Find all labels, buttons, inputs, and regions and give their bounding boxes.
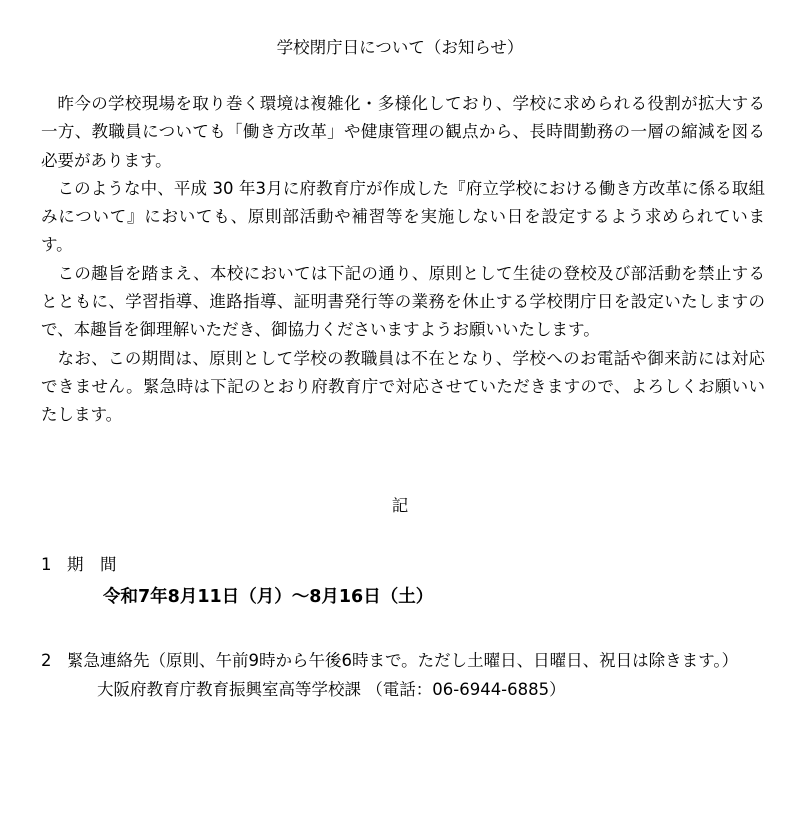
document-title: 学校閉庁日について（お知らせ）	[276, 38, 524, 57]
item-emergency-contact	[41, 649, 738, 673]
ki-heading: 記	[391, 496, 409, 515]
paragraph-4: なお、この期間は、原則として学校の教職員は不在となり、学校へのお電話や御来訪には対応できません。緊急時は下記のとおり府教育庁で対応させていただきますので、よろしくお願いいたします。	[41, 348, 765, 425]
period-dates: 令和7年8月11日（月）～8月16日（土）	[103, 587, 434, 607]
item-emergency-label: 緊急連絡先（原則、午前9時から午後6時まで。ただし土曜日、日曜日、祝日は除きます。）	[67, 651, 739, 670]
paragraph-2: このような中、平成 30 年3月に府教育庁が作成した『府立学校における働き方改革に係る取組みについて』においても、原則部活動や補習等を実施しない日を設定するよう求められています。	[41, 178, 765, 255]
item-period	[41, 553, 117, 577]
paragraph-3: この趣旨を踏まえ、本校においては下記の通り、原則として生徒の登校及び部活動を禁止するとともに、学習指導、進路指導、証明書発行等の業務を休止する学校閉庁日を設定いたしますので、本趣旨を御理解いただき、御協力くださいますようお願いいたします。	[41, 263, 765, 340]
document-body	[41, 90, 765, 430]
emergency-contact-info: 大阪府教育庁教育振興室高等学校課 （電話：06-6944-6885）	[97, 680, 566, 699]
item-period-label: 期 間	[67, 555, 117, 574]
item-emergency-number: 2	[41, 651, 52, 670]
paragraph-1: 昨今の学校現場を取り巻く環境は複雑化・多様化しており、学校に求められる役割が拡大する一方、教職員についても「働き方改革」や健康管理の観点から、長時間勤務の一層の縮減を図る必要があります。	[41, 94, 765, 170]
item-period-number: 1	[41, 555, 52, 574]
